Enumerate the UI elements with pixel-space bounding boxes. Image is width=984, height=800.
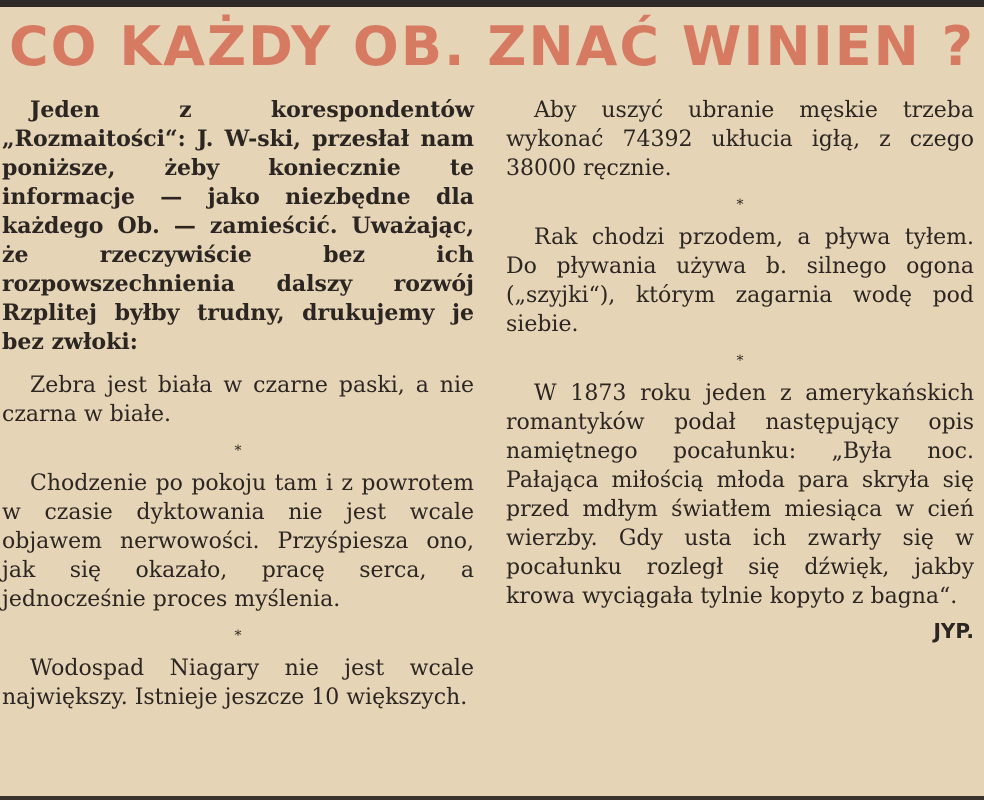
zebra-paragraph: Zebra jest biała w czarne paski, a nie czarna w białe. bbox=[2, 373, 474, 427]
intro-paragraph: Jeden z korespondentów „Rozmaitości“: J. W-ski, przesłał nam poniższe, żeby koniecznie te informacje — jako niezbędne dla każdego Ob. — zamieścić. Uważając, że rzeczywiście bez ich rozpowszechnienia dalszy rozwój Rzplitej byłby trudny, drukujemy je bez zwłoki: bbox=[2, 97, 474, 355]
headline: CO KAŻDY OB. ZNAĆ WINIEN ? bbox=[8, 15, 976, 78]
separator-star: * bbox=[736, 197, 744, 213]
top-rule bbox=[0, 0, 984, 7]
separator-star: * bbox=[234, 443, 242, 459]
niagara-paragraph: Wodospad Niagary nie jest wcale największy. Istnieje jeszcze 10 większych. bbox=[2, 656, 474, 710]
left-column bbox=[2, 96, 474, 712]
suit-paragraph: Aby uszyć ubranie męskie trzeba wykonać 74392 ukłucia igłą, z czego 38000 ręcznie. bbox=[506, 98, 974, 181]
bottom-rule bbox=[0, 796, 984, 800]
author-signature: JYP. bbox=[933, 619, 974, 643]
paragraph-gap bbox=[2, 357, 474, 371]
walking-paragraph: Chodzenie po pokoju tam i z powrotem w czasie dyktowania nie jest wcale objawem nerwowości. Przyśpiesza ono, jak się okazało, pracę serca, a jednocześnie proces myślenia. bbox=[2, 471, 474, 612]
separator-star: * bbox=[234, 628, 242, 644]
right-column bbox=[506, 96, 974, 646]
kiss-paragraph: W 1873 roku jeden z amerykańskich romantyków podał następujący opis namiętnego pocałunku: „Była noc. Pałająca miłością młoda para skryła się przed mdłym światłem miesiąca w cień wierzby. Gdy usta ich zwarły się w pocałunku rozległ się dźwięk, jakby krowa wyciągała tylnie kopyto z bagna“. bbox=[506, 381, 974, 609]
separator-star: * bbox=[736, 353, 744, 369]
crayfish-paragraph: Rak chodzi przodem, a pływa tyłem. Do pływania używa b. silnego ogona („szyjki“), którym zagarnia wodę pod siebie. bbox=[506, 225, 974, 337]
